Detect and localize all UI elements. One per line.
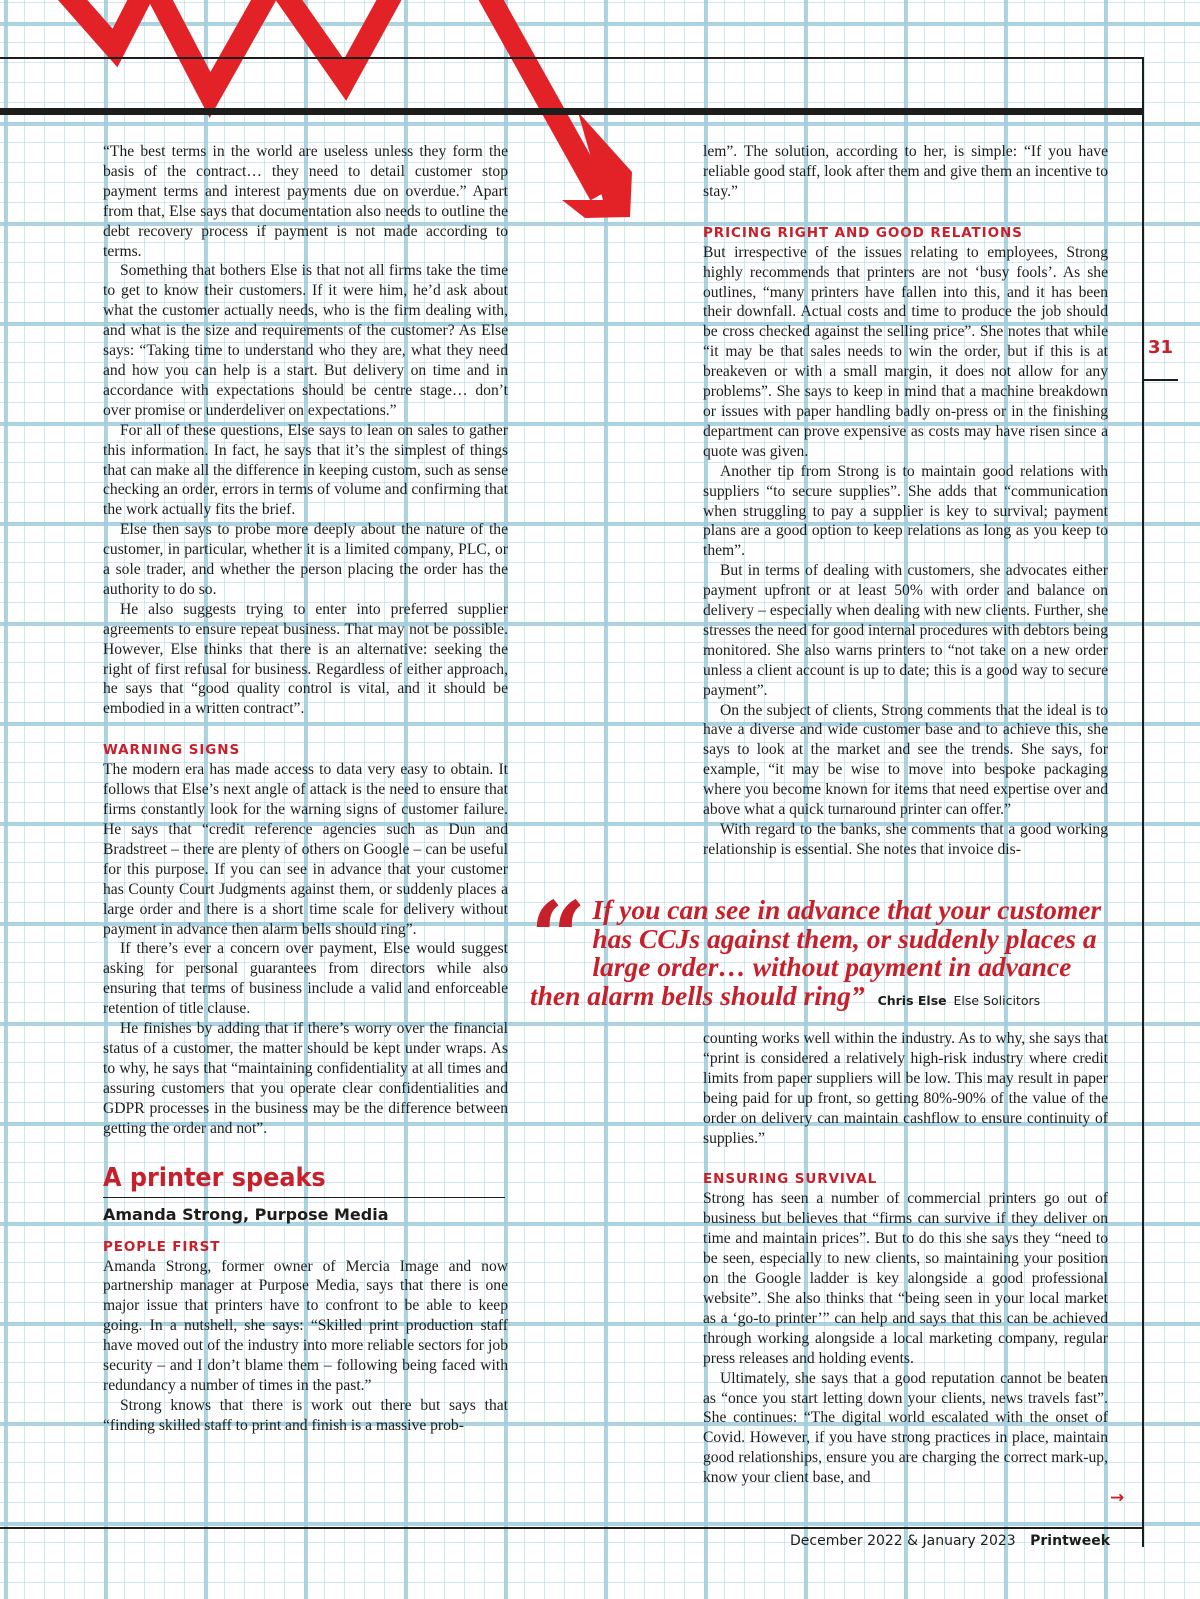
page-number-rule <box>1143 379 1178 381</box>
body-paragraph: Strong has seen a number of commercial printers go out of business but believes that “firms can survive if they deliver on time and maintain prices”. But to do this she says they “need to be seen, especially to new clients, so maintaining your position on the Google ladder is key alongside a good professional website”. She also thinks that “being seen in your local market as a ‘go-to printer’” can help and says that this can be achieved through working alongside a local marketing company, regular press releases and holding events. <box>703 1190 1108 1367</box>
box-title: A printer speaks <box>103 1161 505 1198</box>
body-paragraph: He finishes by adding that if there’s worry over the financial status of a customer, the matter should be kept under wraps. As to why, he says that “maintaining confidentiality at all times and assuring customers that you operate clear confidentialities and GDPR processes in the business may be the difference between getting the order and not”. <box>103 1020 508 1137</box>
pull-quote <box>530 881 1110 1015</box>
section-heading-pricing: PRICING RIGHT AND GOOD RELATIONS <box>703 224 1023 241</box>
body-paragraph: Else then says to probe more deeply about the nature of the customer, in particular, whether it is a limited company, PLC, or a sole trader, and whether the person placing the order has the authority to do so. <box>103 521 508 598</box>
pull-quote-attribution-org: Else Solicitors <box>953 992 1041 1008</box>
body-paragraph: “The best terms in the world are useless unless they form the basis of the contract… they need to detail customer stop payment terms and interest payments due on overdue.” Apart from that, Else says that documentation also needs to outline the debt recovery process if payment is not made according to terms. <box>103 143 508 260</box>
right-frame-line <box>1142 57 1144 1547</box>
body-paragraph: If there’s ever a concern over payment, Else would suggest asking for personal guarantees from directors while also ensuring that terms of business include a valid and enforceable retention of title clause. <box>103 940 508 1018</box>
footer-brand: Printweek <box>1030 1533 1110 1549</box>
quote-mark-icon: “ <box>530 881 587 996</box>
body-paragraph: With regard to the banks, she comments that a good working relationship is essential. She notes that invoice dis- <box>703 821 1108 858</box>
body-paragraph: But irrespective of the issues relating to employees, Strong highly recommends that printers are not ‘busy fools’. As she outlines, “many printers have fallen into this, and it has been their downfall. Actual costs and time to produce the job should be cross checked against the selling price”. She notes that while “it may be that sales needs to win the order, but if this is at breakeven or with a small margin, it does not allow for any problems”. She says to keep in mind that a machine breakdown or issues with paper handling badly on-press or in the finishing department can prove expensive as costs may have risen since a quote was given. <box>703 243 1108 460</box>
body-paragraph: For all of these questions, Else says to lean on sales to gather this information. In fact, he says that it’s the simplest of things that can make all the difference in keeping custom, such as sense checking an order, errors in terms of volume and confirming that the work actually fits the brief. <box>103 421 509 519</box>
box-subtitle: Amanda Strong, Purpose Media <box>103 1204 389 1224</box>
body-paragraph: Another tip from Strong is to maintain good relations with suppliers “to secure supplies”. She adds that “communication when struggling to pay a supplier is key to survival; payment plans are a good option to keep relations as long as you keep to them”. <box>703 462 1108 560</box>
pull-quote-text: If you can see in advance that your customer has CCJs against them, or suddenly places a large order… without payment in advance then alarm bells should ring” <box>530 894 1102 1011</box>
right-column-bottom <box>703 1029 1108 1488</box>
body-paragraph: Amanda Strong, former owner of Mercia Image and now partnership manager at Purpose Media, says that there is one major issue that printers have to confront to be able to keep going. In a nutshell, she says: “Skilled print production staff have moved out of the industry into more reliable sectors for job security – and I don’t blame them – following being faced with redundancy a number of times in the past.” <box>103 1257 508 1394</box>
pull-quote-attribution-name: Chris Else <box>877 992 947 1008</box>
left-column <box>103 142 508 1436</box>
section-heading-people-first: PEOPLE FIRST <box>103 1238 221 1255</box>
header-thick-rule <box>0 108 1143 115</box>
body-paragraph: Ultimately, she says that a good reputation cannot be beaten as “once you start letting down your clients, news travels fast”. She continues: “The digital world escalated with the onset of Covid. However, if you have strong practices in place, maintain good relationships, ensure you are charging the correct mark-up, know your client base, and <box>703 1369 1108 1487</box>
page-number: 31 <box>1148 337 1174 358</box>
footer <box>790 1533 1110 1549</box>
section-heading-warning-signs: WARNING SIGNS <box>103 742 241 759</box>
footer-rule <box>0 1527 1143 1529</box>
continue-arrow-icon: → <box>1110 1488 1125 1508</box>
body-paragraph: Strong knows that there is work out there but says that “finding skilled staff to print and finish is a massive prob- <box>103 1396 508 1434</box>
body-paragraph: The modern era has made access to data very easy to obtain. It follows that Else’s next angle of attack is the need to ensure that firms constantly look for the warning signs of customer failure. He says that “credit reference agencies such as Dun and Bradstreet – there are plenty of others on Google – can be useful for this purpose. If you can see in advance that your customer has County Court Judgments against them, or suddenly places a large order and there is a short time scale for delivery without payment in advance then alarm bells should ring”. <box>103 761 508 938</box>
body-paragraph: lem”. The solution, according to her, is simple: “If you have reliable good staff, look after them and give them an incentive to stay.” <box>703 143 1108 200</box>
top-rule <box>0 57 1143 59</box>
body-paragraph: But in terms of dealing with customers, she advocates either payment upfront or at least 50% with order and balance on delivery – especially when dealing with new clients. Further, she stresses the need for good internal procedures with debtors being monitored. She also warns printers to “not take on a new order unless a client account is up to date; this is a good way to secure payment”. <box>703 562 1108 699</box>
body-paragraph: On the subject of clients, Strong comments that the ideal is to have a diverse and wide customer base and to achieve this, she says to look at the market and see the trends. She says, for example, “it may be wise to move into bespoke packaging where you become known for items that need expertise over and above what a quick turnaround printer can offer.” <box>703 701 1108 819</box>
body-paragraph: He also suggests trying to enter into preferred supplier agreements to ensure repeat business. That may not be possible. However, Else thinks that there is an alternative: seeking the right of first refusal for business. Regardless of either approach, he says that “good quality control is vital, and it should be embodied in a written contract”. <box>103 600 508 718</box>
body-paragraph: Something that bothers Else is that not all firms take the time to get to know their customers. If it were him, he’d ask about what the customer actually needs, who is the firm dealing with, and what is the size and requirements of the customer? As Else says: “Taking time to understand who they are, what they need and how you can help is a start. But delivery on time and in accordance with expectations should be centre stage… don’t over promise or underdeliver on expectations.” <box>103 262 508 419</box>
body-paragraph: counting works well within the industry. As to why, she says that “print is considered a relatively high-risk industry where credit limits from paper suppliers will be low. This may result in paper being paid for up front, so getting 80%-90% of the value of the order on delivery can maintain cashflow to ensure continuity of supplies.” <box>703 1030 1108 1147</box>
footer-issue-date: December 2022 & January 2023 <box>790 1533 1016 1549</box>
right-column-top <box>703 142 1108 860</box>
section-heading-ensuring-survival: ENSURING SURVIVAL <box>703 1171 878 1188</box>
